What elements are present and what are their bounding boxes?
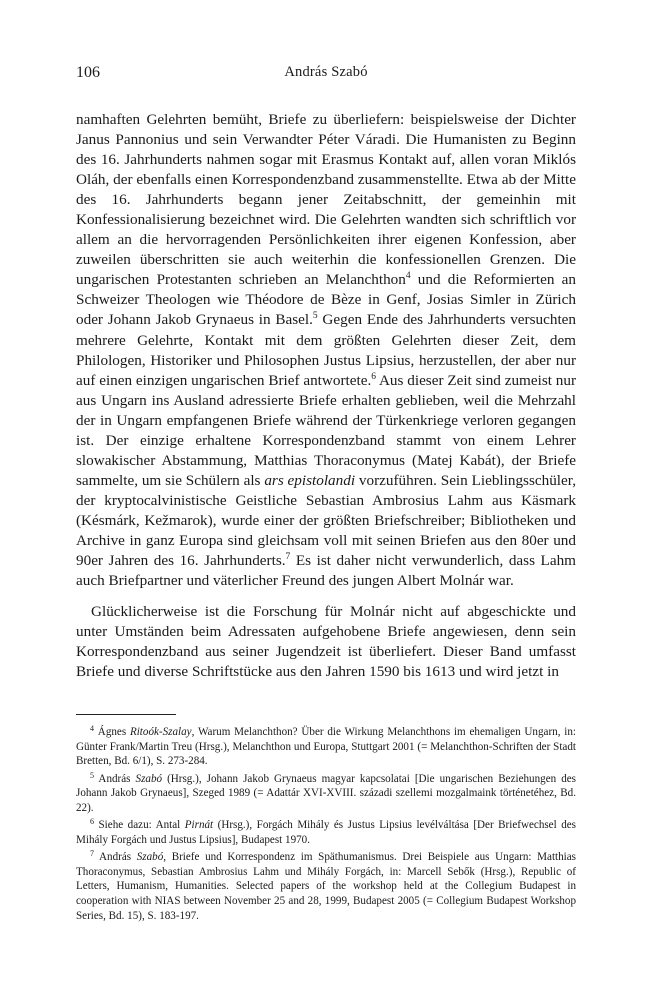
footnote-text: (Hrsg.), Forgách Mihály és Justus Lipsius levélváltása [Der Briefwechsel des Mihály Forgách und Justus Lipsius], Budapest 1970. [76, 819, 576, 846]
author-name: Szabó [135, 772, 163, 785]
footnotes [76, 725, 576, 926]
footnote-text: András [94, 772, 136, 785]
author-name: Ritoók-Szalay [129, 726, 192, 738]
author-name: Szabó [136, 851, 164, 864]
text-run: Es ist daher nicht verwunderlich, dass Lahm auch Briefpartner und väterlicher Freund des jungen Albert Molnár war. [76, 552, 576, 590]
author-name: Pirnát [184, 819, 214, 832]
footnote-4 [76, 725, 576, 769]
footnote-text: Ágnes [94, 726, 130, 738]
footnote-text: András [94, 851, 137, 864]
footnote-number: 4 [90, 724, 94, 733]
text-run: namhaften Gelehrten bemüht, Briefe zu überliefern: beispielsweise der Dichter Janus Pannonius und sein Verwandter Péter Váradi. Die Humanisten zu Beginn des 16. Jahrhunderts nahmen sogar mit Erasmus Kontakt auf, allen voran Miklós Oláh, der ebenfalls einen Korrespondenzband zusammenstellte. Etwa ab der Mitte des 16. Jahrhunderts begann jener Zeitabschnitt, der gemeinhin mit Konfessionalisierung bezeichnet wird. Die Gelehrten wandten sich schriftlich vor allem an die hervorragenden Persönlichkeiten ihrer eigenen Konfession, aber zuweilen überschritten sie auch weiterhin die konfessionellen Grenzen. Die ungarischen Protestanten schrieben an Melanchthon [76, 111, 576, 289]
footnote-ref-6: 6 [371, 371, 376, 382]
footnote-text: , Warum Melanchthon? Über die Wirkung Melanchthons im ehemaligen Ungarn, in: Günter Frank/Martin Treu (Hrsg.), Melanchthon und Europa, Stuttgart 2001 (= Melanchthon-Schriften der Stadt Bretten, Bd. 6/1), S. 273-284. [76, 726, 576, 768]
footnote-text: , Briefe und Korrespondenz im Späthumanismus. Drei Beispiele aus Ungarn: Matthias Thoraconymus, Sebastian Ambrosius Lahm und Mihály Forgách, in: Marcell Sebők (Hrsg.), Republic of Letters, Humanism, Humanities. Selected papers of the workshop held at the Collegium Budapest in cooperation with NIAS between November 25 and 28, 1999, Budapest 2005 (= Collegium Budapest Workshop Series, Bd. 15), S. 183-197. [76, 851, 576, 922]
text-run: Gegen Ende des Jahrhunderts versuchten mehrere Gelehrte, Kontakt mit dem größten Gelehrten dieser Zeit, dem Philologen, Historiker und Philosophen Justus Lipsius, herzustellen, der aber nur auf einen einzigen ungarischen Brief antwortete. [76, 311, 577, 389]
page-number: 106 [76, 64, 100, 81]
footnote-ref-4: 4 [405, 271, 411, 282]
running-header [76, 64, 576, 84]
text-run: vorzuführen. Sein Lieblingsschüler, der kryptocalvinistische Geistliche Sebastian Ambrosius Lahm aus Käsmark (Késmárk, Kežmarok), wurde einer der größten Briefschreiber; Bibliotheken und Archive in ganz Europa sind gleichsam voll mit seinen Briefen aus den 80er und 90er Jahren des 16. Jahrhunderts. [76, 471, 576, 570]
paragraph-2: Glücklicherweise ist die Forschung für Molnár nicht auf abgeschickte und unter Umständen beim Adressaten aufgehobene Briefe angewiesen, denn sein Korrespondenzband aus seiner Jugendzeit ist überliefert. Dieser Band umfasst Briefe und diverse Schriftstücke aus den Jahren 1590 bis 1613 und wird jetzt in [76, 603, 576, 681]
footnote-number: 6 [90, 817, 94, 827]
running-head-author: András Szabó [284, 64, 368, 80]
paragraph-1 [76, 110, 576, 591]
footnote-7 [76, 850, 576, 923]
footnote-ref-5: 5 [312, 311, 318, 322]
main-text [76, 110, 576, 682]
footnote-number: 5 [90, 770, 94, 780]
text-run: und die Reformierten an Schweizer Theologen wie Théodore de Bèze in Genf, Josias Simler in Zürich oder Johann Jakob Grynaeus in Basel. [76, 271, 577, 329]
footnote-text: Siehe dazu: Antal [94, 819, 185, 832]
footnote-5 [76, 772, 576, 816]
footnote-ref-7: 7 [285, 552, 291, 563]
footnote-number: 7 [90, 849, 94, 859]
footnote-text: (Hrsg.), Johann Jakob Grynaeus magyar kapcsolatai [Die ungarischen Beziehungen des Johann Jakob Grynaeus], Szeged 1989 (= Adattár XVI-XVIII. századi szellemi mozgalmaink történetéhez, Bd. 22). [76, 772, 576, 814]
footnote-6 [76, 818, 576, 847]
footnote-rule [76, 714, 176, 715]
text-run: Aus dieser Zeit sind zumeist nur aus Ungarn ins Ausland adressierte Briefe erhalten geblieben, weil die Mehrzahl der in Ungarn empfangenen Briefe während der Türkenkriege verloren gegangen ist. Der einzige erhaltene Korrespondenzband stammt von einem Lehrer slowakischer Abstammung, Matthias Thoraconymus (Matej Kabát), der Briefe sammelte, um sie Schülern als [76, 371, 577, 489]
italic-term: ars epistolandi [264, 471, 356, 489]
